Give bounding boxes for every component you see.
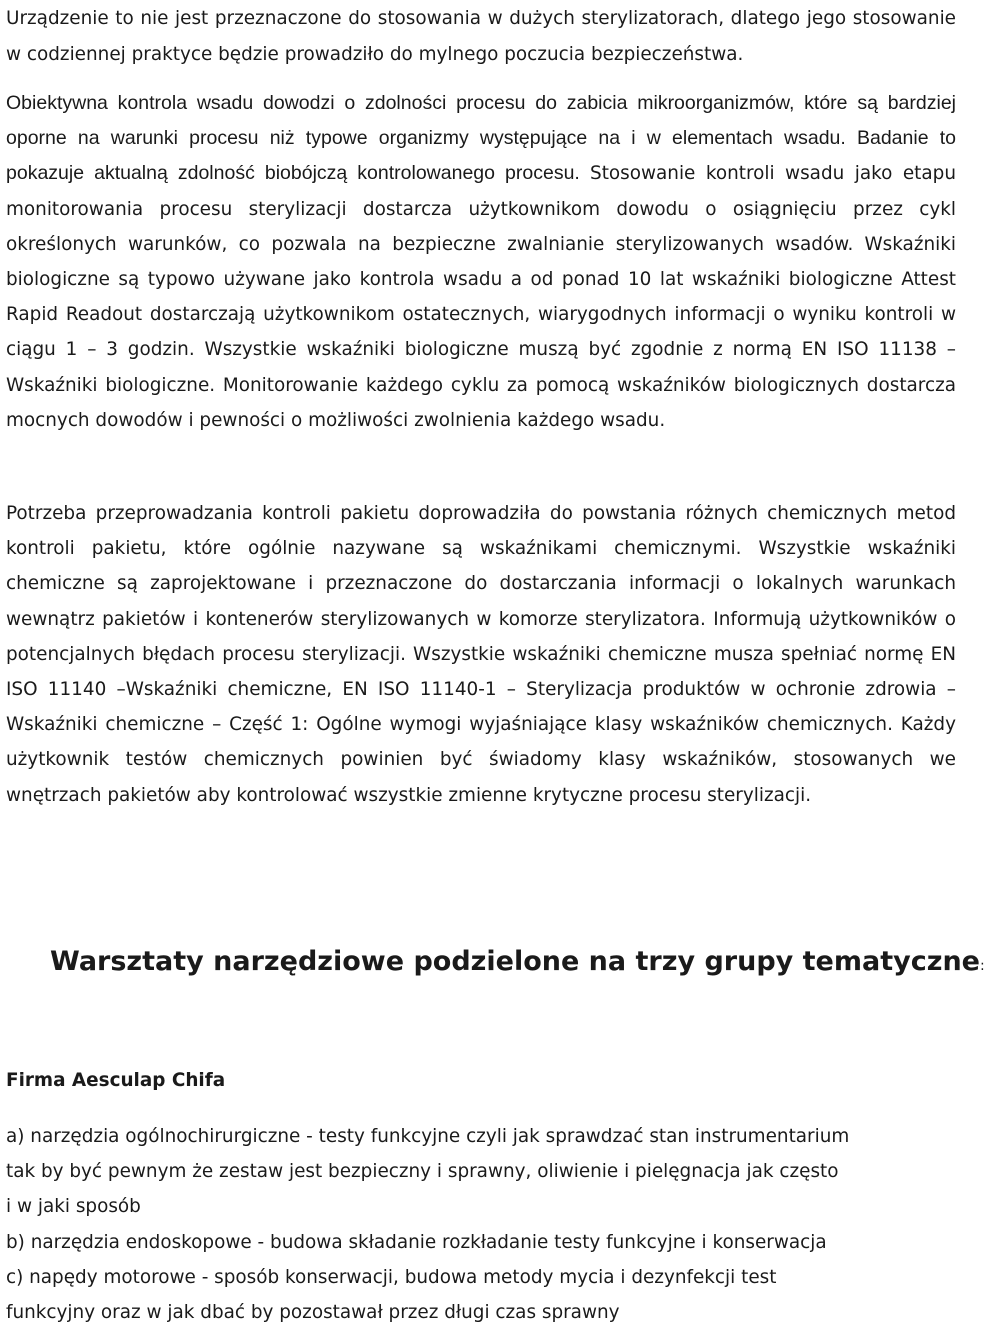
list-item-line: funkcyjny oraz w jak dbać by pozostawał przez długi czas sprawny xyxy=(6,1302,620,1324)
biological-text-part1: Obiektywna kontrola wsadu dowodzi o zdolności procesu do zabicia mikroorganizmów, które są bardziej oporne na warunki procesu niż typowe organizmy występujące na i w elementach wsadu. Badanie to pokazuje aktualną zdolność biobójczą kontrolowanego procesu. xyxy=(6,92,956,185)
list-item-line: c) napędy motorowe - sposób konserwacji, budowa metody mycia i dezynfekcji test xyxy=(6,1266,777,1288)
workshops-heading xyxy=(50,942,985,986)
biological-indicators-paragraph xyxy=(6,86,956,438)
chemical-indicators-paragraph: Potrzeba przeprowadzania kontroli pakietu doprowadziła do powstania różnych chemicznych metod kontroli pakietu, które ogólnie nazywane są wskaźnikami chemicznymi. Wszystkie wskaźniki chemiczne są zaprojektowane i przeznaczone do dostarczania informacji o lokalnych warunkach wewnątrz pakietów i kontenerów sterylizowanych w komorze sterylizatora. Informują użytkowników o potencjalnych błędach procesu sterylizacji. Wszystkie wskaźniki chemiczne musza spełniać normę EN ISO 11140 –Wskaźniki chemiczne, EN ISO 11140-1 – Sterylizacja produktów w ochronie zdrowia – Wskaźniki chemiczne – Część 1: Ogólne wymogi wyjaśniające klasy wskaźników chemicznych. Każdy użytkownik testów chemicznych powinien być świadomy klasy wskaźników, stosowanych we wnętrzach pakietów aby kontrolować wszystkie zmienne krytyczne procesu sterylizacji. xyxy=(6,503,956,806)
list-item-line: tak by być pewnym że zestaw jest bezpieczny i sprawny, oliwienie i pielęgnacja jak często xyxy=(6,1161,839,1183)
list-item xyxy=(6,1260,956,1330)
biological-text-part3: Wskaźniki biologiczne są typowo używane jako kontrola wsadu a od ponad 10 lat wskaźniki biologiczne Attest Rapid Readout dostarczają użytkownikom ostatecznych, wiarygodnych informacji o wyniku kontroli w ciągu 1 – 3 godzin. Wszystkie wskaźniki biologiczne muszą być zgodnie z normą EN ISO 11138 – Wskaźniki biologiczne. Monitorowanie każdego cyklu za pomocą wskaźników biologicznych dostarcza mocnych dowodów i pewności o możliwości zwolnienia każdego wsadu. xyxy=(6,233,956,431)
list-item xyxy=(6,1225,956,1260)
company-name: Firma Aesculap Chifa xyxy=(6,1070,226,1091)
biological-text-part2: Stosowanie kontroli wsadu jako etapu monitorowania procesu sterylizacji dostarcza użytkownikom dowodu o osiągnięciu przez cykl określonych warunków, co pozwala na bezpieczne zwalnianie sterylizowanych wsadów. xyxy=(6,163,956,255)
intro-paragraph xyxy=(6,0,956,72)
workshops-heading-title: Warsztaty narzędziowe podzielone na trzy grupy tematyczne xyxy=(50,946,980,977)
intro-text: Urządzenie to nie jest przeznaczone do stosowania w dużych sterylizatorach, dlatego jego stosowanie w codziennej praktyce będzie prowadziło do mylnego poczucia bezpieczeństwa. xyxy=(6,8,956,66)
list-item-line: b) narzędzia endoskopowe - budowa składanie rozkładanie testy funkcyjne i konserwacja xyxy=(6,1231,827,1253)
workshops-heading-colon: : xyxy=(979,958,985,974)
list-item-line: i w jaki sposób xyxy=(6,1196,141,1218)
list-item xyxy=(6,1119,956,1225)
list-item-line: a) narzędzia ogólnochirurgiczne - testy funkcyjne czyli jak sprawdzać stan instrumentarium xyxy=(6,1126,850,1147)
workshop-topics-list xyxy=(6,1119,956,1330)
